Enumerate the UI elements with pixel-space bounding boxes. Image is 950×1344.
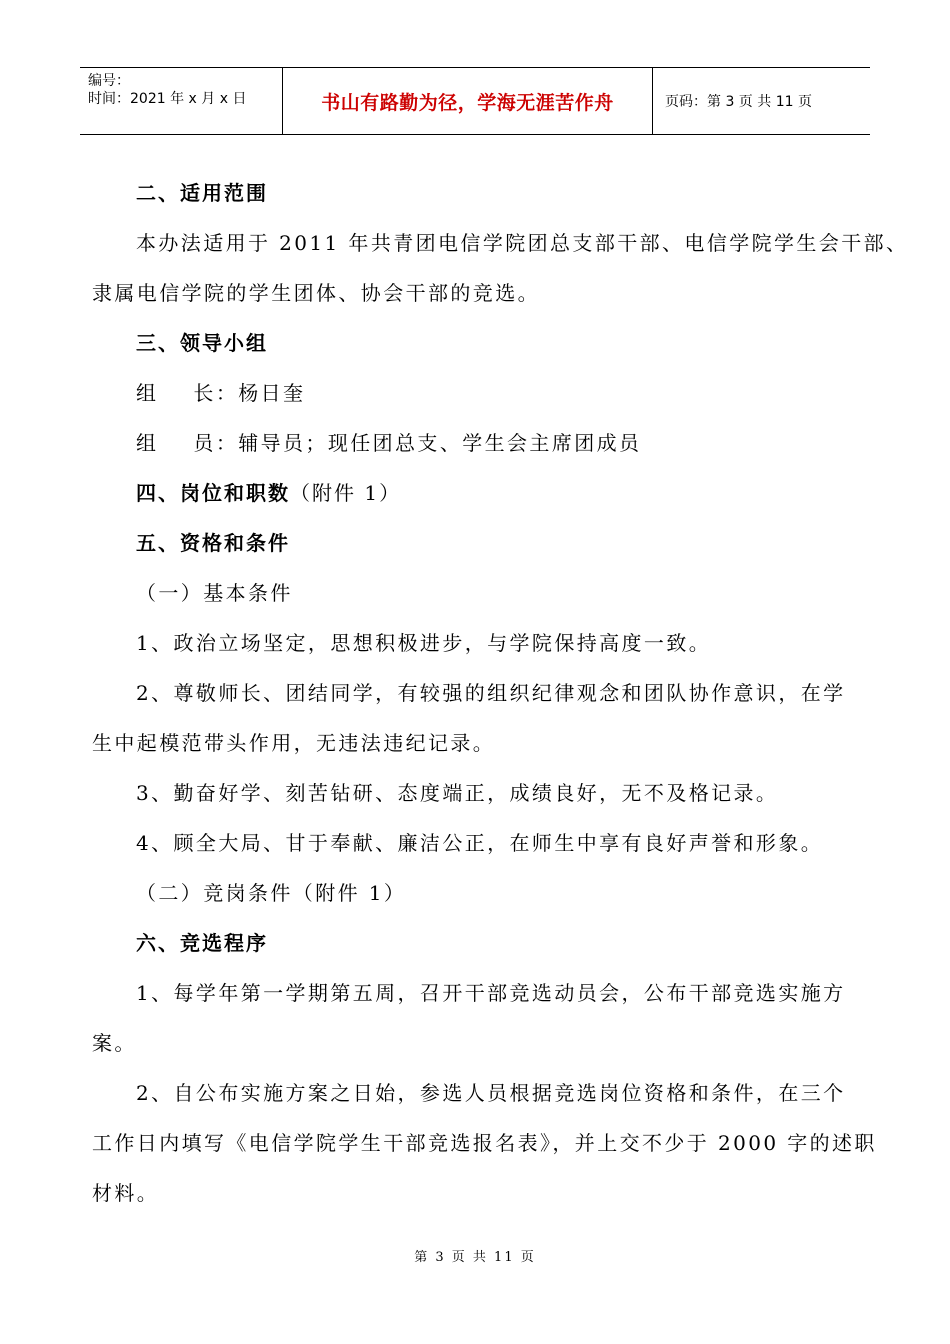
page-header (80, 67, 870, 135)
procedure-item-2-line-1: 2、自公布实施方案之日始，参选人员根据竞选岗位资格和条件，在三个 (136, 1081, 846, 1105)
procedure-item-2-line-2: 工作日内填写《电信学院学生干部竞选报名表》，并上交不少于 2000 字的述职 (92, 1131, 877, 1155)
header-motto: 书山有路勤为径，学海无涯苦作舟 (283, 68, 653, 134)
procedure-item-1-line-1: 1、每学年第一学期第五周，召开干部竞选动员会，公布干部竞选实施方 (136, 981, 846, 1005)
section-heading-positions (92, 468, 874, 518)
condition-item-3: 3、勤奋好学、刻苦钻研、态度端正，成绩良好，无不及格记录。 (136, 781, 779, 805)
positions-note: （附件 1） (290, 481, 402, 505)
header-page-code: 页码：第 3 页 共 11 页 (665, 94, 812, 110)
paragraph-scope-line-1: 本办法适用于 2011 年共青团电信学院团总支部干部、电信学院学生会干部、 (136, 231, 909, 255)
header-time-label: 时间：2021 年 x 月 x 日 (88, 91, 247, 107)
positions-title: 四、岗位和职数 (136, 481, 290, 505)
condition-item-2-line-2: 生中起模范带头作用，无违法违纪记录。 (92, 731, 496, 755)
subheading-position-conditions: （二）竞岗条件（附件 1） (136, 881, 407, 905)
section-heading-qualifications: 五、资格和条件 (136, 531, 290, 555)
procedure-item-1-line-2: 案。 (92, 1031, 137, 1055)
document-body (92, 168, 909, 1218)
section-heading-leadership: 三、领导小组 (136, 331, 268, 355)
subheading-basic-conditions: （一）基本条件 (136, 581, 293, 605)
procedure-item-2-line-3: 材料。 (92, 1181, 160, 1205)
leadership-members: 组 员：辅导员；现任团总支、学生会主席团成员 (136, 431, 642, 455)
header-number-label: 编号： (88, 73, 130, 89)
condition-item-1: 1、政治立场坚定，思想积极进步，与学院保持高度一致。 (136, 631, 712, 655)
paragraph-scope-line-2: 隶属电信学院的学生团体、协会干部的竞选。 (92, 281, 540, 305)
leadership-leader: 组 长：杨日奎 (136, 381, 306, 405)
page-footer: 第 3 页 共 11 页 (414, 1250, 536, 1265)
section-heading-scope: 二、适用范围 (136, 181, 268, 205)
condition-item-2-line-1: 2、尊敬师长、团结同学，有较强的组织纪律观念和团队协作意识，在学 (136, 681, 846, 705)
condition-item-4: 4、顾全大局、甘于奉献、廉洁公正，在师生中享有良好声誉和形象。 (136, 831, 824, 855)
header-meta (80, 68, 283, 134)
section-heading-procedure: 六、竞选程序 (136, 931, 268, 955)
